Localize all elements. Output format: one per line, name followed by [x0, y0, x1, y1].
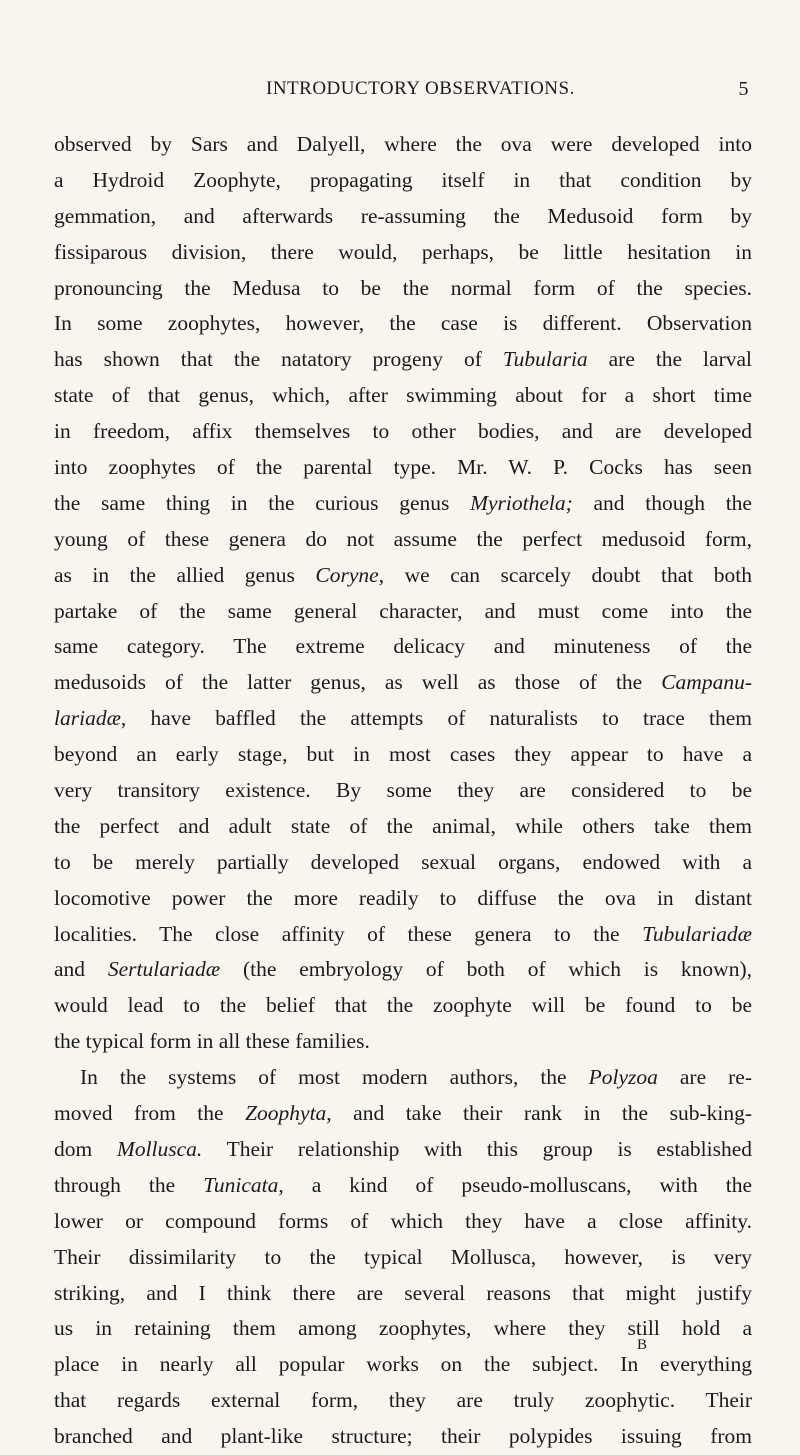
text-segment: branched and plant-like structure; their polypides issuing from — [54, 1424, 752, 1449]
signature-mark: B — [637, 1337, 649, 1353]
text-line — [54, 450, 752, 486]
text-line — [54, 306, 752, 342]
text-segment: place in nearly all popular works on the subject. In everything — [54, 1352, 752, 1377]
text-line — [54, 1096, 752, 1132]
text-line — [54, 701, 752, 737]
text-line — [54, 881, 752, 917]
text-line — [54, 917, 752, 953]
text-line — [54, 1024, 752, 1060]
text-segment: would lead to the belief that the zoophyte will be found to be — [54, 993, 752, 1018]
text-line — [54, 1168, 752, 1204]
text-segment: us in retaining them among zoophytes, where they still hold a — [54, 1316, 752, 1341]
text-line — [54, 629, 752, 665]
running-head — [0, 78, 800, 108]
text-segment: Their relationship with this group is established — [202, 1136, 752, 1161]
text-segment: , a kind of pseudo-molluscans, with the — [278, 1172, 752, 1197]
italic-text: Tunicata — [203, 1172, 279, 1197]
text-line — [54, 809, 752, 845]
text-line — [54, 378, 752, 414]
italic-text: Zoophyta — [245, 1101, 327, 1126]
text-line — [54, 594, 752, 630]
text-segment: dom — [54, 1136, 117, 1161]
text-line — [54, 1132, 752, 1168]
text-segment: fissiparous division, there would, perhaps, be little hesitation in — [54, 239, 752, 264]
text-line — [54, 737, 752, 773]
text-segment: has shown that the natatory progeny of — [54, 347, 503, 372]
text-segment: , we can scarcely doubt that both — [378, 562, 752, 587]
text-segment: observed by Sars and Dalyell, where the ova were developed into — [54, 132, 752, 156]
text-line — [54, 1240, 752, 1276]
text-segment: locomotive power the more readily to diffuse the ova in distant — [54, 885, 752, 910]
text-line — [54, 522, 752, 558]
text-segment: beyond an early stage, but in most cases they appear to have a — [54, 742, 752, 767]
running-title: INTRODUCTORY OBSERVATIONS. — [266, 78, 575, 99]
text-segment: very transitory existence. By some they are considered to be — [54, 778, 752, 803]
text-segment: in freedom, affix themselves to other bodies, and are developed — [54, 419, 752, 444]
text-segment: the same thing in the curious genus — [54, 490, 471, 515]
italic-text: Mollusca. — [116, 1136, 203, 1161]
text-segment: to be merely partially developed sexual organs, endowed with a — [54, 849, 752, 874]
text-line — [54, 1276, 752, 1312]
body-text — [54, 127, 752, 1455]
italic-text: Sertulariadæ — [107, 957, 221, 982]
text-segment: and though the — [572, 490, 752, 515]
italic-text: Tubulariadæ — [642, 921, 752, 946]
text-segment: moved from the — [54, 1101, 246, 1126]
text-line — [54, 486, 752, 522]
text-line — [54, 414, 752, 450]
text-segment: Their dissimilarity to the typical Mollusca, however, is very — [54, 1244, 752, 1269]
text-line — [54, 342, 752, 378]
text-segment: that regards external form, they are truly zoophytic. Their — [54, 1388, 752, 1413]
text-segment: , have baffled the attempts of naturalists to trace them — [120, 706, 752, 731]
text-line — [54, 845, 752, 881]
italic-text: Coryne — [315, 562, 379, 587]
text-segment: state of that genus, which, after swimming about for a short time — [54, 383, 752, 408]
text-segment: and — [54, 957, 108, 982]
text-line — [54, 1383, 752, 1419]
page-number: 5 — [738, 78, 749, 100]
text-segment: gemmation, and afterwards re-assuming the Medusoid form by — [54, 203, 752, 228]
text-segment: In the systems of most modern authors, the — [80, 1065, 589, 1090]
text-line — [54, 127, 752, 163]
italic-text: Polyzoa — [588, 1065, 658, 1090]
text-segment: young of these genera do not assume the perfect medusoid form, — [54, 526, 752, 551]
text-line — [54, 665, 752, 701]
text-segment: a Hydroid Zoophyte, propagating itself in that condition by — [54, 167, 752, 192]
text-segment: In some zoophytes, however, the case is different. Observation — [54, 311, 752, 336]
text-line — [54, 1204, 752, 1240]
text-line — [54, 1419, 752, 1455]
italic-text: Tubularia — [502, 347, 588, 372]
text-segment: striking, and I think there are several reasons that might justify — [54, 1280, 752, 1305]
italic-text: Myriothela; — [470, 490, 573, 515]
text-line — [54, 988, 752, 1024]
text-line — [54, 235, 752, 271]
text-segment: , and take their rank in the sub-king- — [326, 1101, 752, 1126]
text-line — [54, 952, 752, 988]
text-segment: the perfect and adult state of the animal, while others take them — [54, 813, 752, 838]
text-segment: into zoophytes of the parental type. Mr. W. P. Cocks has seen — [54, 455, 752, 480]
text-segment: partake of the same general character, and must come into the — [54, 598, 752, 623]
text-line — [54, 773, 752, 809]
text-segment: medusoids of the latter genus, as well as those of the — [54, 670, 662, 695]
italic-text: lariadæ — [54, 706, 121, 731]
text-segment: (the embryology of both of which is known), — [220, 957, 752, 982]
text-segment: are re- — [657, 1065, 752, 1090]
text-line — [54, 558, 752, 594]
text-segment: the typical form in all these families. — [54, 1029, 370, 1054]
text-line — [54, 163, 752, 199]
text-segment: through the — [54, 1172, 204, 1197]
text-segment: are the larval — [587, 347, 752, 372]
text-segment: localities. The close affinity of these genera to the — [54, 921, 643, 946]
text-line — [54, 271, 752, 307]
text-line — [54, 199, 752, 235]
text-line — [54, 1060, 752, 1096]
text-segment: same category. The extreme delicacy and minuteness of the — [54, 634, 752, 659]
text-segment: lower or compound forms of which they have a close affinity. — [54, 1208, 752, 1233]
text-segment: pronouncing the Medusa to be the normal form of the species. — [54, 275, 752, 300]
text-segment: as in the allied genus — [54, 562, 316, 587]
italic-text: Campanu- — [661, 670, 752, 695]
